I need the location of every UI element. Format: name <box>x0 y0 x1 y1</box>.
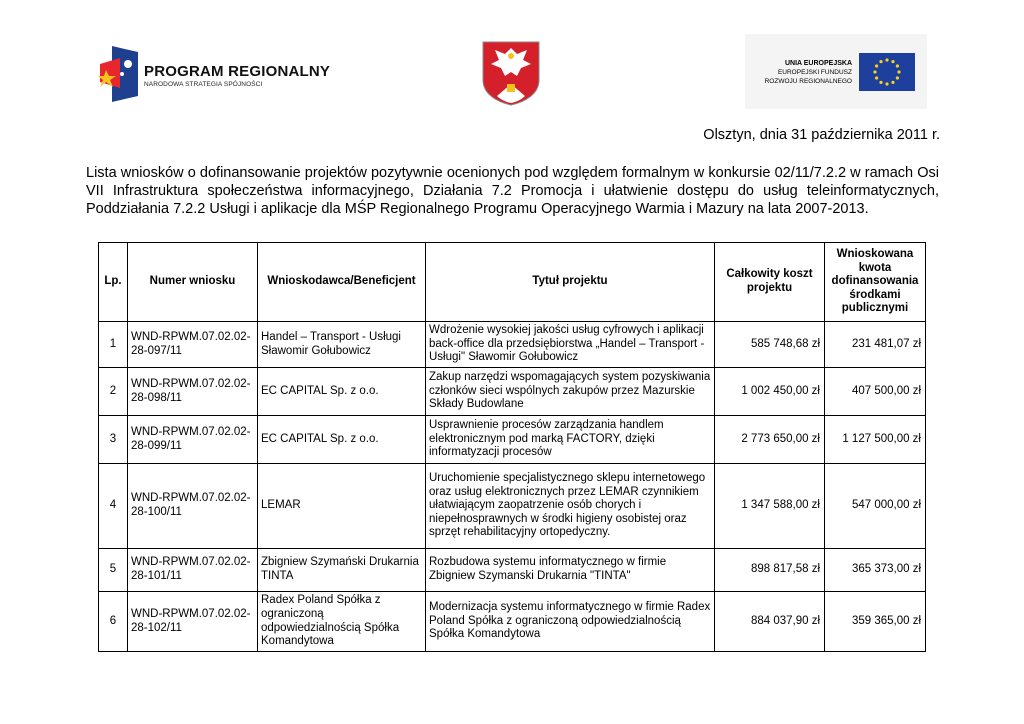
eu-flag-icon <box>859 53 915 91</box>
cell-funding: 365 373,00 zł <box>825 549 926 592</box>
col-header-title: Tytuł projektu <box>426 243 715 322</box>
col-header-funding: Wnioskowana kwota dofinansowania środkami publicznymi <box>825 243 926 322</box>
cell-number: WND-RPWM.07.02.02-28-102/11 <box>128 592 258 652</box>
cell-title: Usprawnienie procesów zarządzania handlem elektronicznym pod marką FACTORY, dzięki informatyzacji procesów <box>426 416 715 464</box>
cell-number: WND-RPWM.07.02.02-28-099/11 <box>128 416 258 464</box>
cell-lp: 3 <box>99 416 128 464</box>
cell-funding: 1 127 500,00 zł <box>825 416 926 464</box>
table-row <box>99 464 926 549</box>
eu-logo-line3: ROZWOJU REGIONALNEGO <box>764 78 852 85</box>
warmia-mazury-crest <box>481 40 541 106</box>
cell-lp: 4 <box>99 464 128 549</box>
cell-applicant: Radex Poland Spółka z ograniczoną odpowiedzialnością Spółka Komandytowa <box>258 592 426 652</box>
col-header-number: Numer wniosku <box>128 243 258 322</box>
cell-cost: 2 773 650,00 zł <box>715 416 825 464</box>
cell-funding: 231 481,07 zł <box>825 322 926 368</box>
program-regionalny-flag-icon <box>98 44 144 104</box>
table-row <box>99 322 926 368</box>
cell-applicant: Zbigniew Szymański Drukarnia TINTA <box>258 549 426 592</box>
cell-number: WND-RPWM.07.02.02-28-097/11 <box>128 322 258 368</box>
cell-lp: 5 <box>99 549 128 592</box>
cell-lp: 1 <box>99 322 128 368</box>
cell-funding: 359 365,00 zł <box>825 592 926 652</box>
cell-cost: 585 748,68 zł <box>715 322 825 368</box>
cell-funding: 407 500,00 zł <box>825 368 926 416</box>
table-row <box>99 592 926 652</box>
program-regionalny-title: PROGRAM REGIONALNY <box>144 63 331 80</box>
cell-title: Uruchomienie specjalistycznego sklepu internetowego oraz usług elektronicznych przez LEMAR czynnikiem ułatwiającym zaopatrzenie osób chorych i niepełnosprawnych w środki higieny osobistej oraz sprzęt rehabilitacyjny ortopedyczny. <box>426 464 715 549</box>
cell-title: Rozbudowa systemu informatycznego w firmie Zbigniew Szymanski Drukarnia "TINTA" <box>426 549 715 592</box>
applications-table <box>98 242 926 652</box>
cell-applicant: EC CAPITAL Sp. z o.o. <box>258 368 426 416</box>
cell-lp: 2 <box>99 368 128 416</box>
cell-applicant: EC CAPITAL Sp. z o.o. <box>258 416 426 464</box>
program-regionalny-subtitle: NARODOWA STRATEGIA SPÓJNOŚCI <box>144 81 263 88</box>
cell-applicant: Handel – Transport - Usługi Sławomir Gołubowicz <box>258 322 426 368</box>
eu-logo-line1: UNIA EUROPEJSKA <box>784 60 852 67</box>
cell-cost: 1 002 450,00 zł <box>715 368 825 416</box>
cell-cost: 898 817,58 zł <box>715 549 825 592</box>
date-line: Olsztyn, dnia 31 października 2011 r. <box>703 127 940 143</box>
table-row <box>99 416 926 464</box>
cell-title: Wdrożenie wysokiej jakości usług cyfrowych i aplikacji back-office dla przedsiębiorstwa „Handel – Transport - Usługi" Sławomir Gołubowicz <box>426 322 715 368</box>
col-header-lp: Lp. <box>99 243 128 322</box>
cell-funding: 547 000,00 zł <box>825 464 926 549</box>
coat-of-arms-icon <box>481 40 541 106</box>
document-heading: Lista wniosków o dofinansowanie projektów pozytywnie ocenionych pod względem formalnym w konkursie 02/11/7.2.2 w ramach Osi VII Infrastruktura społeczeństwa informacyjnego, Działania 7.2 Promocja i ułatwienie dostępu do usług teleinformatycznych, Poddziałania 7.2.2 Usługi i aplikacje dla MŚP Regionalnego Programu Operacyjnego Warmia i Mazury na lata 2007-2013. <box>86 165 939 217</box>
cell-lp: 6 <box>99 592 128 652</box>
cell-title: Modernizacja systemu informatycznego w firmie Radex Poland Spółka z ograniczoną odpowiedzialnością Spółka Komandytowa <box>426 592 715 652</box>
col-header-applicant: Wnioskodawca/Beneficjent <box>258 243 426 322</box>
cell-number: WND-RPWM.07.02.02-28-098/11 <box>128 368 258 416</box>
table-header-row <box>99 243 926 322</box>
table-row <box>99 549 926 592</box>
cell-number: WND-RPWM.07.02.02-28-100/11 <box>128 464 258 549</box>
table-row <box>99 368 926 416</box>
cell-cost: 1 347 588,00 zł <box>715 464 825 549</box>
eu-logo-line2: EUROPEJSKI FUNDUSZ <box>777 69 852 76</box>
cell-number: WND-RPWM.07.02.02-28-101/11 <box>128 549 258 592</box>
col-header-cost: Całkowity koszt projektu <box>715 243 825 322</box>
cell-title: Zakup narzędzi wspomagających system pozyskiwania członków sieci wspólnych zakupów przez Mazurskie Składy Budowlane <box>426 368 715 416</box>
cell-cost: 884 037,90 zł <box>715 592 825 652</box>
eu-logo <box>745 34 927 109</box>
program-regionalny-logo <box>96 40 331 108</box>
cell-applicant: LEMAR <box>258 464 426 549</box>
